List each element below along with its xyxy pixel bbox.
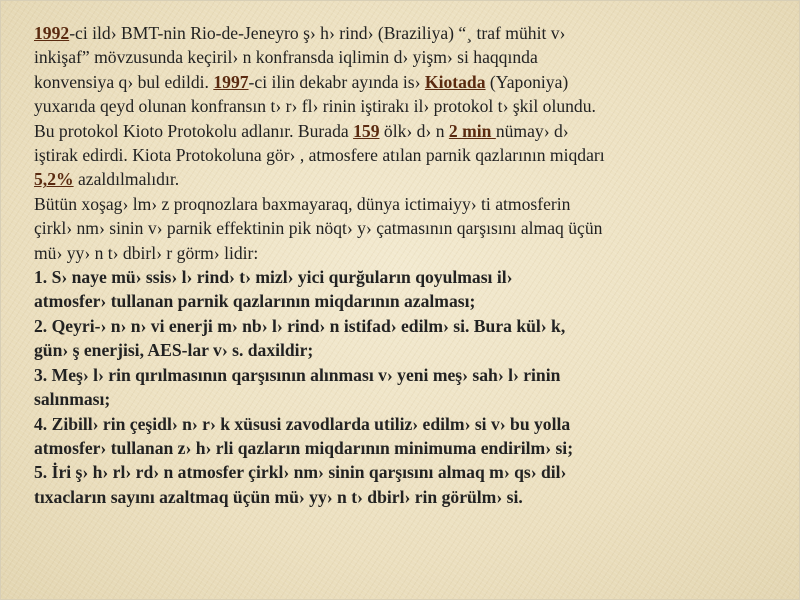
body-text: -ci ild› BMT-nin Rio-de-Jeneyro ş› h› rind› (Braziliya) “¸ traf mühit v› <box>69 23 566 43</box>
measure-text: tıxacların sayını azaltmaq üçün mü› yy› n t› dbirl› rin görülm› si. <box>34 486 523 507</box>
body-text: nümay› d› <box>495 120 569 141</box>
measure-text: atmosfer› tullanan parnik qazlarının miqdarının azalması; <box>34 291 476 312</box>
text-line <box>34 387 779 411</box>
text-line <box>34 167 779 191</box>
text-line <box>34 70 779 94</box>
body-text: ölk› d› n <box>379 120 449 141</box>
text-line <box>34 314 779 338</box>
measure-text: 1. S› naye mü› ssis› l› rind› t› mizl› yici qurğuların qoyulması il› <box>34 267 513 288</box>
highlighted-value: 1992 <box>34 23 70 43</box>
text-line <box>34 94 779 118</box>
body-text: -ci ilin dekabr ayında is› <box>248 71 425 92</box>
text-line <box>34 119 779 143</box>
body-text: inkişaf” mövzusunda keçiril› n konfransda iqlimin d› yişm› si haqqında <box>34 47 538 68</box>
measure-text: gün› ş enerjisi, AES-lar v› s. daxildir; <box>34 340 314 361</box>
highlighted-value: 1997 <box>213 71 249 92</box>
text-line <box>34 436 779 460</box>
body-text: Bu protokol Kioto Protokolu adlanır. Burada <box>34 120 354 141</box>
text-line <box>34 485 779 509</box>
text-line <box>34 216 779 240</box>
body-text: çirkl› nm› sinin v› parnik effektinin pik nöqt› y› çatmasının qarşısını almaq üçün <box>34 218 603 239</box>
body-text: Bütün xoşag› lm› z proqnozlara baxmayaraq, dünya ictimaiyy› ti atmosferin <box>34 193 571 214</box>
measure-text: 3. Meş› l› rin qırılmasının qarşısının alınması v› yeni meş› sah› l› rinin <box>34 364 561 385</box>
text-line <box>34 338 779 362</box>
slide-text-block <box>34 21 779 509</box>
text-line <box>34 143 779 167</box>
text-line <box>34 265 779 289</box>
measure-text: 4. Zibill› rin çeşidl› n› r› k xüsusi zavodlarda utiliz› edilm› si v› bu yolla <box>34 413 571 434</box>
text-line <box>34 241 779 265</box>
body-text: konvensiya q› bul edildi. <box>34 71 214 92</box>
text-line <box>34 363 779 387</box>
highlighted-value: 2 min <box>448 120 496 141</box>
highlighted-value: Kiotada <box>424 71 486 92</box>
measure-text: 2. Qeyri-› n› n› vi enerji m› nb› l› rind› n istifad› edilm› si. Bura kül› k, <box>34 315 566 336</box>
text-line <box>34 192 779 216</box>
body-text: yuxarıda qeyd olunan konfransın t› r› fl› rinin iştirakı il› protokol t› şkil olundu. <box>34 96 596 117</box>
measure-text: salınması; <box>34 389 111 410</box>
body-text: mü› yy› n t› dbirl› r görm› lidir: <box>34 242 259 263</box>
highlighted-value: 159 <box>353 120 380 141</box>
text-line <box>34 21 779 45</box>
text-line <box>34 289 779 313</box>
measure-text: 5. İri ş› h› rl› rd› n atmosfer çirkl› nm› sinin qarşısını almaq m› qs› dil› <box>34 462 567 483</box>
measure-text: atmosfer› tullanan z› h› rli qazların miqdarının minimuma endirilm› si; <box>34 437 574 458</box>
highlighted-value: 5,2% <box>34 169 74 190</box>
text-line <box>34 412 779 436</box>
body-text: (Yaponiya) <box>485 71 569 92</box>
body-text: iştirak edirdi. Kiota Protokoluna gör› , atmosfere atılan parnik qazlarının miqdarı <box>34 145 605 166</box>
text-line <box>34 460 779 484</box>
body-text: azaldılmalıdır. <box>73 169 180 190</box>
text-line <box>34 45 779 69</box>
